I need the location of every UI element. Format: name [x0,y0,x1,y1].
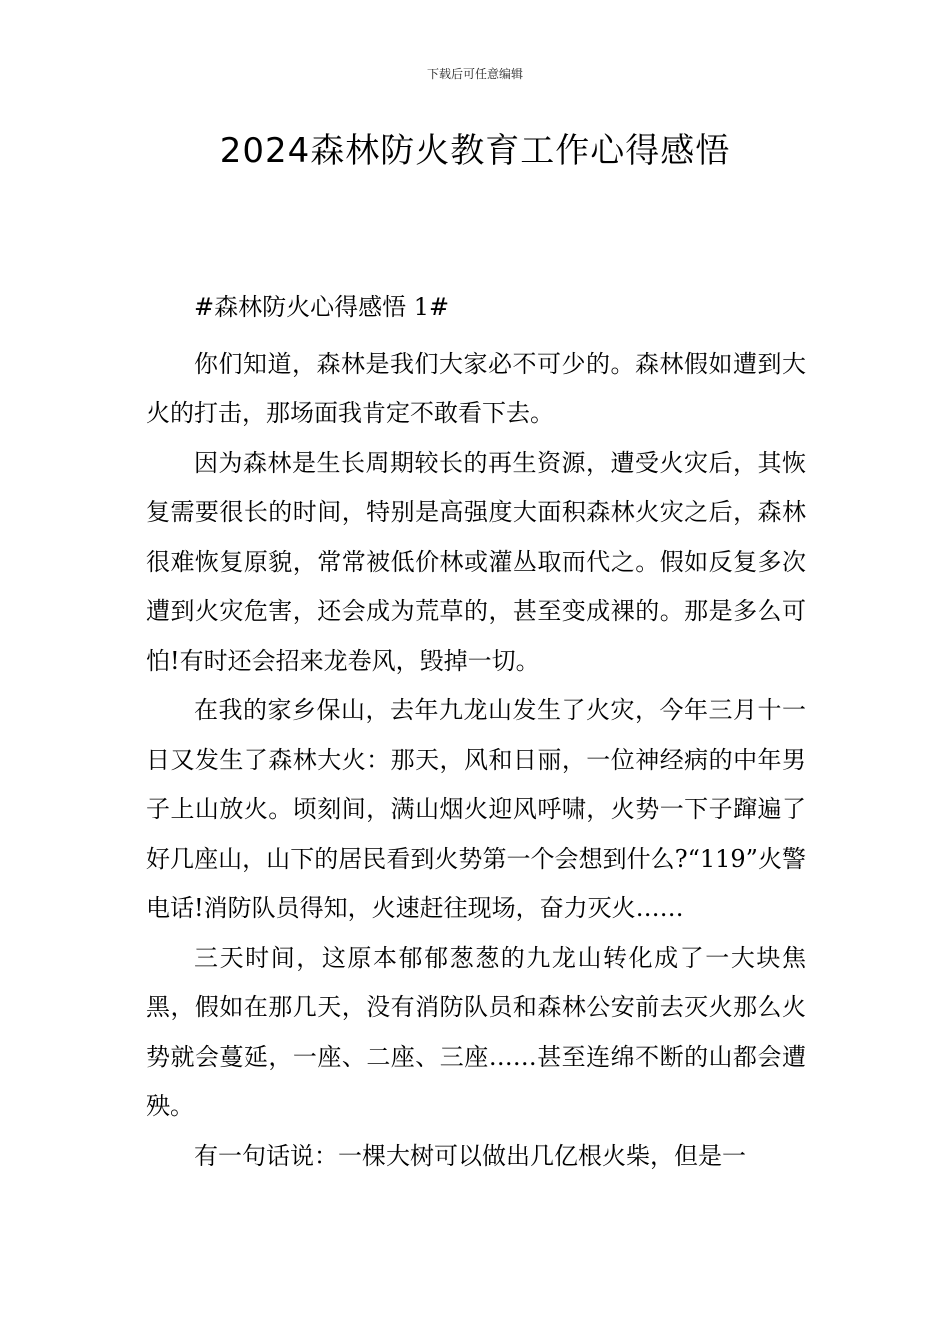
document-body [146,283,806,1181]
section-heading: #森林防火心得感悟 1# [194,293,450,321]
paragraph: 你们知道，森林是我们大家必不可少的。森林假如遭到大火的打击，那场面我肯定不敢看下去。 [146,349,806,427]
paragraph: 在我的家乡保山，去年九龙山发生了火灾，今年三月十一日又发生了森林大火：那天，风和日丽，一位神经病的中年男子上山放火。顷刻间，满山烟火迎风呼啸，火势一下子蹿遍了好几座山，山下的居民看到火势第一个会想到什么?“119”火警电话!消防队员得知，火速赶往现场，奋力灭火…… [146,696,806,922]
paragraph: 有一句话说：一棵大树可以做出几亿根火柴，但是一 [194,1141,746,1170]
document-title: 2024森林防火教育工作心得感悟 [219,131,731,171]
paragraph: 三天时间，这原本郁郁葱葱的九龙山转化成了一大块焦黑，假如在那几天，没有消防队员和森林公安前去灭火那么火势就会蔓延，一座、二座、三座……甚至连绵不断的山都会遭殃。 [146,943,806,1120]
paragraph: 因为森林是生长周期较长的再生资源，遭受火灾后，其恢复需要很长的时间，特别是高强度大面积森林火灾之后，森林很难恢复原貌，常常被低价林或灌丛取而代之。假如反复多次遭到火灾危害，还会成为荒草的，甚至变成裸的。那是多么可怕!有时还会招来龙卷风，毁掉一切。 [146,448,806,675]
page-header-note: 下载后可任意编辑 [426,67,523,81]
